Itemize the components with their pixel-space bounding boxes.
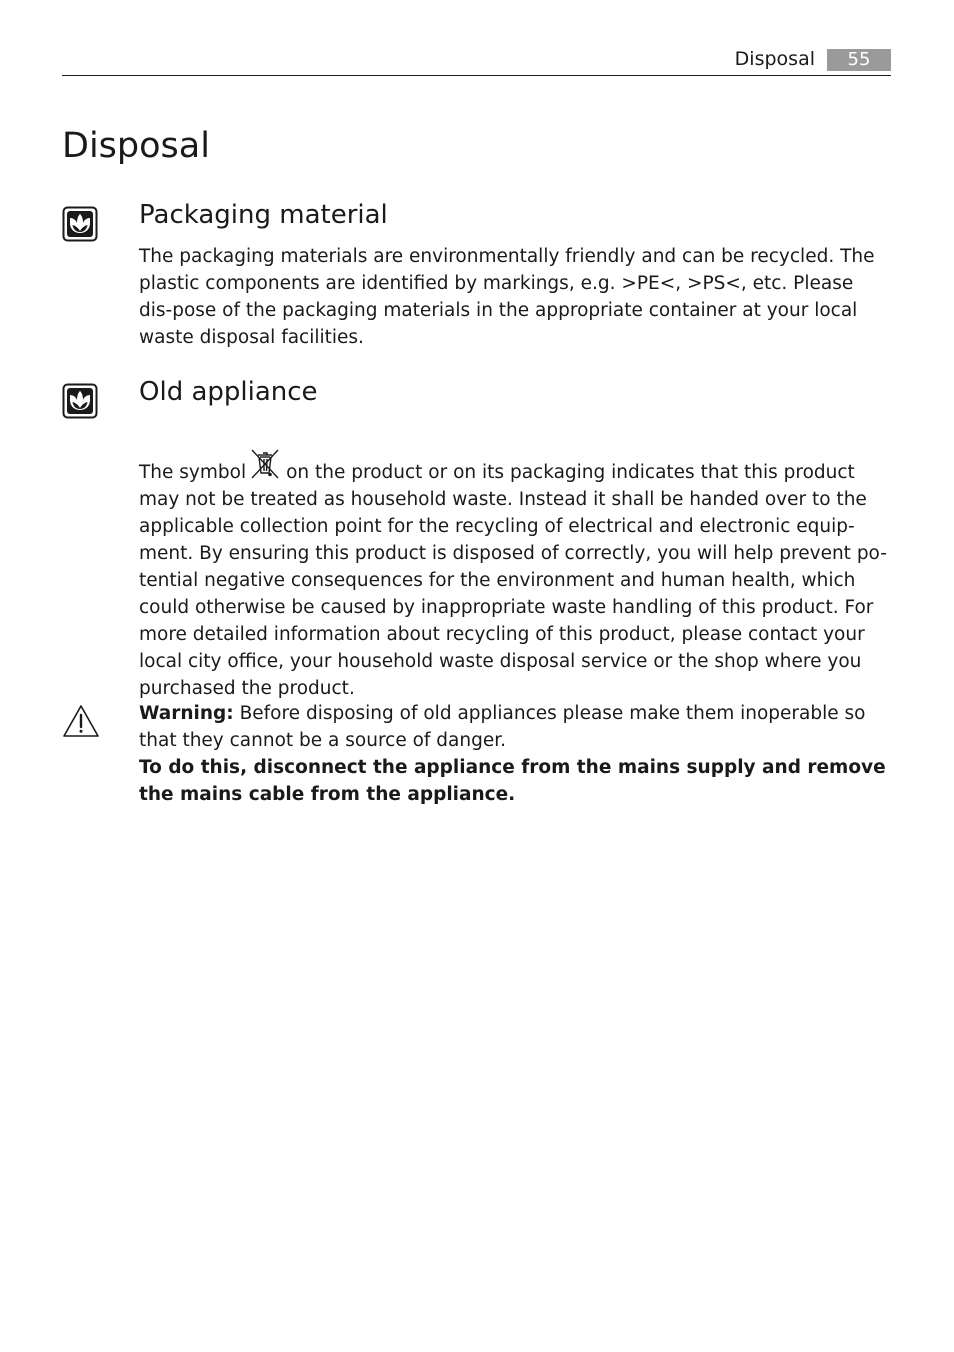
- section-heading-packaging: Packaging material: [139, 200, 388, 230]
- running-header: [62, 44, 891, 76]
- page-number-badge: 55: [827, 49, 891, 71]
- header-section-title: Disposal: [734, 48, 815, 70]
- crossed-out-wheelie-bin-icon: [248, 447, 282, 481]
- warning-paragraph: [139, 700, 891, 808]
- warning-text: Before disposing of old appliances please make them inoperable so that they cannot be a source of danger.: [139, 703, 866, 751]
- environment-flower-icon: [62, 206, 98, 242]
- symbol-lead-text: The symbol: [139, 462, 247, 483]
- old-appliance-paragraph: [139, 447, 891, 702]
- warning-label: Warning:: [139, 703, 234, 724]
- page-title: Disposal: [62, 126, 210, 166]
- symbol-explanation-text: on the product or on its packaging indicates that this product may not be treated as household waste. Instead it shall be handed over to the applicable collection point for the recycling of electrical and electronic equip-ment. By ensuring this product is disposed of correctly, you will help prevent po-tential negative consequences for the environment and human health, which could otherwise be caused by inappropriate waste handling of this product. For more detailed information about recycling of this product, please contact your local city office, your household waste disposal service or the shop where you purchased the product.: [139, 462, 887, 699]
- environment-flower-icon: [62, 383, 98, 419]
- section-heading-old-appliance: Old appliance: [139, 377, 318, 407]
- warning-instruction: To do this, disconnect the appliance from the mains supply and remove the mains cable from the appliance.: [139, 757, 886, 805]
- packaging-paragraph: The packaging materials are environmentally friendly and can be recycled. The plastic components are identified by markings, e.g. >PE<, >PS<, etc. Please dis-pose of the packaging materials in the appropriate container at your local waste disposal facilities.: [139, 246, 875, 348]
- warning-triangle-icon: [62, 704, 100, 738]
